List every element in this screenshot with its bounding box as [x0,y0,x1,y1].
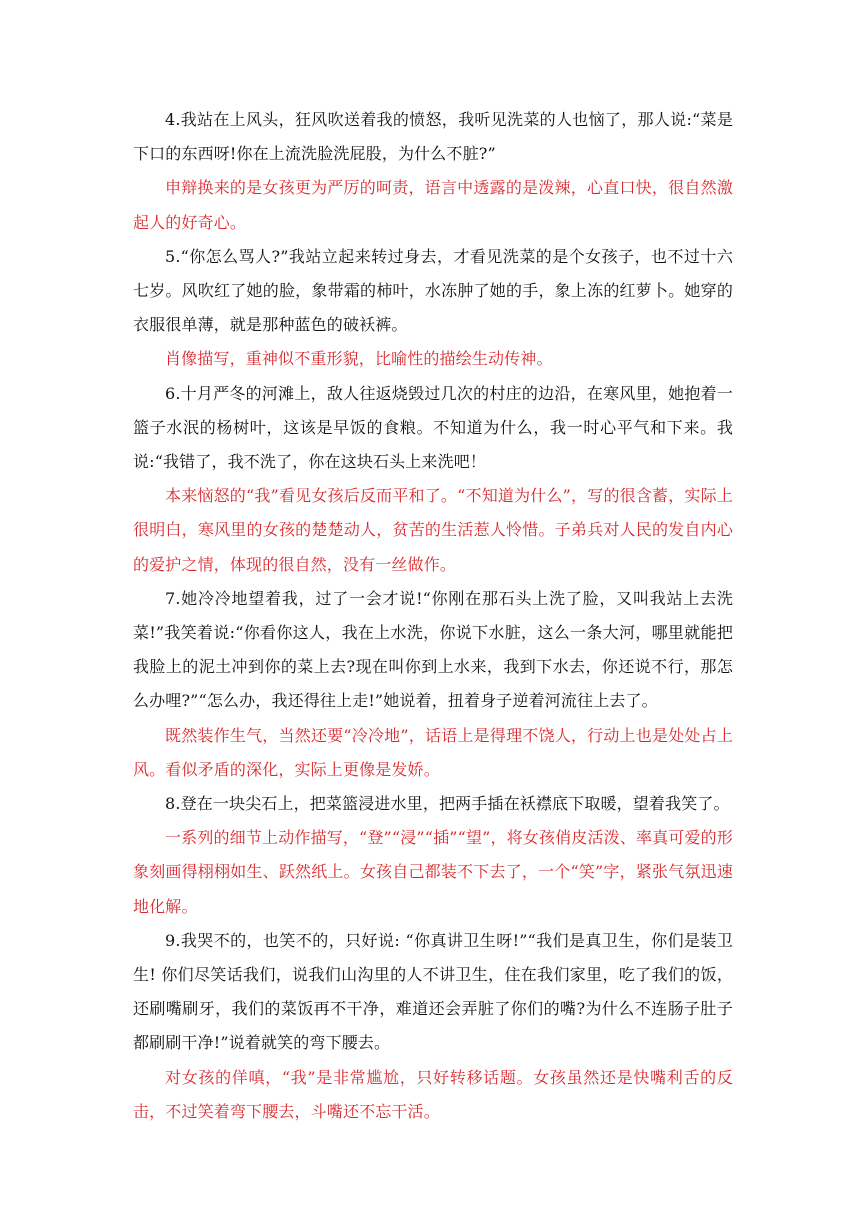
annotation-4: 申辩换来的是女孩更为严厉的呵责，语言中透露的是泼辣，心直口快，很自然激起人的好奇心。 [133,178,733,232]
annotation-8: 一系列的细节上动作描写，“登”“浸”“插”“望”，将女孩俏皮活泼、率真可爱的形象刻画得栩栩如生、跃然纸上。女孩自己都装不下去了，一个“笑”字，紧张气氛迅速地化解。 [133,828,733,916]
paragraph-7: 7.她冷冷地望着我，过了一会才说!“你刚在那石头上洗了脸，又叫我站上去洗菜!”我笑着说:“你看你这人，我在上水洗，你说下水脏，这么一条大河，哪里就能把我脸上的泥土冲到你的菜上去?现在叫你到上水来，我到下水去，你还说不行，那怎么办哩?”“怎么办，我还得往上走!”她说着，扭着身子逆着河流往上去了。 [133,588,733,711]
paragraph-5: 5.“你怎么骂人?”我站立起来转过身去，才看见洗菜的是个女孩子，也不过十六七岁。风吹红了她的脸，象带霜的柿叶，水冻肿了她的手，象上冻的红萝卜。她穿的衣服很单薄，就是那种蓝色的破袄裤。 [133,246,733,335]
annotation-7: 既然装作生气，当然还要“冷冷地”，话语上是得理不饶人，行动上也是处处占上风。看似矛盾的深化，实际上更像是发娇。 [133,725,733,779]
paragraph-6: 6.十月严冬的河滩上，敌人往返烧毁过几次的村庄的边沿，在寒风里，她抱着一篮子水泯的杨树叶，这该是早饭的食粮。不知道为什么，我一时心平气和下来。我说:“我错了，我不洗了，你在这块石头上来洗吧！ [133,383,733,472]
paragraph-9: 9.我哭不的，也笑不的，只好说: “你真讲卫生呀!”“我们是真卫生，你们是装卫生! 你们尽笑话我们，说我们山沟里的人不讲卫生，住在我们家里，吃了我们的饭，还刷嘴刷牙，我们的菜饭再不干净，难道还会弄脏了你们的嘴?为什么不连肠子肚子都刷刷干净!”说着就笑的弯下腰去。 [133,930,733,1053]
paragraph-4: 4.我站在上风头，狂风吹送着我的愤怒，我听见洗菜的人也恼了，那人说:“菜是下口的东西呀!你在上流洗脸洗屁股，为什么不脏?” [133,110,733,164]
annotation-9: 对女孩的佯嗔，“我”是非常尴尬，只好转移话题。女孩虽然还是快嘴利舌的反击，不过笑着弯下腰去，斗嘴还不忘干活。 [133,1067,733,1121]
document-body [133,103,733,1129]
annotation-5: 肖像描写，重神似不重形貌，比喻性的描绘生动传神。 [165,349,553,369]
annotation-6: 本来恼怒的“我”看见女孩后反而平和了。“不知道为什么”，写的很含蓄，实际上很明白，寒风里的女孩的楚楚动人，贫苦的生活惹人怜惜。子弟兵对人民的发自内心的爱护之情，体现的很自然，没有一丝做作。 [133,486,733,574]
paragraph-8: 8.登在一块尖石上，把菜篮浸进水里，把两手插在袄襟底下取暖，望着我笑了。 [165,794,730,814]
